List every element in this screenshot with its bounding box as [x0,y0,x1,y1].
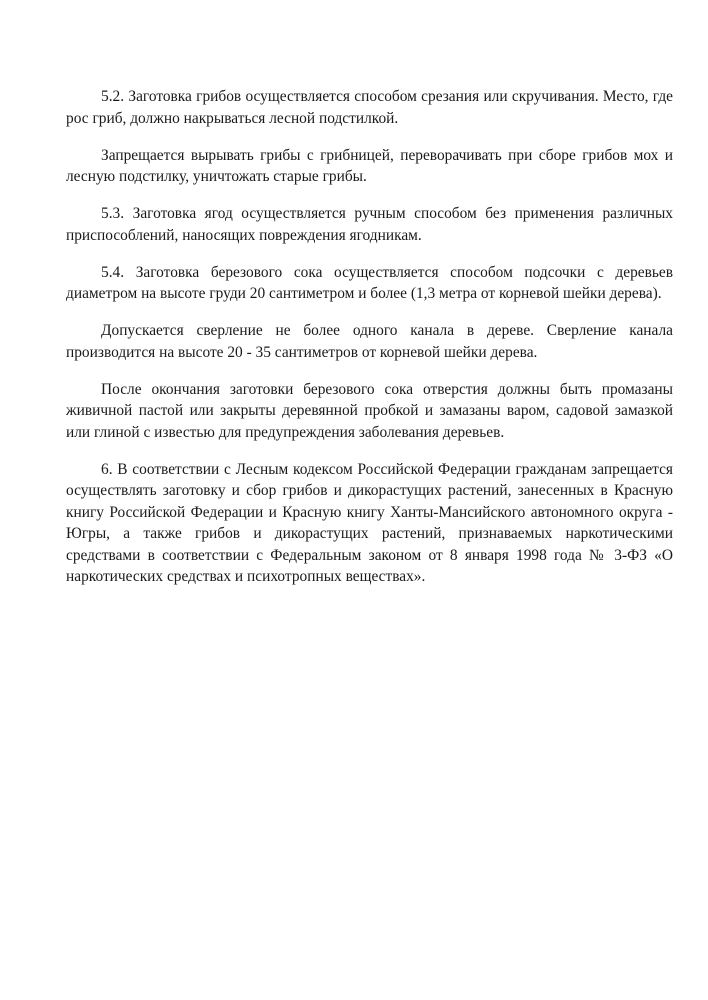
paragraph-mushroom-prohibitions: Запрещается вырывать грибы с грибницей, переворачивать при сборе грибов мох и лесную подстилку, уничтожать старые грибы. [66,146,673,185]
paragraph-6-forest-code: 6. В соответствии с Лесным кодексом Российской Федерации гражданам запрещается осуществлять заготовку и сбор грибов и дикорастущих растений, занесенных в Красную книгу Российской Федерации и Красную книгу Ханты-Мансийского автономного округа - Югры, а также грибов и дикорастущих растений, признаваемых наркотическими средствами в соответствии с Федеральным законом от 8 января 1998 года № 3-ФЗ «О наркотических средствах и психотропных веществах». [66,460,673,585]
document-body [66,86,673,603]
paragraph-drilling-rules: Допускается сверление не более одного канала в дереве. Сверление канала производится на высоте 20 - 35 сантиметров от корневой шейки дерева. [66,322,673,361]
paragraph-hole-sealing: После окончания заготовки березового сока отверстия должны быть промазаны живичной пастой или закрыты деревянной пробкой и замазаны варом, садовой замазкой или глиной с известью для предупреждения заболевания деревьев. [66,380,673,441]
paragraph-5-2-mushroom-harvesting: 5.2. Заготовка грибов осуществляется способом срезания или скручивания. Место, где рос гриб, должно накрываться лесной подстилкой. [66,88,673,127]
paragraph-5-4-birch-sap: 5.4. Заготовка березового сока осуществляется способом подсочки с деревьев диаметром на высоте груди 20 сантиметром и более (1,3 метра от корневой шейки дерева). [66,263,673,302]
paragraph-5-3-berry-harvesting: 5.3. Заготовка ягод осуществляется ручным способом без применения различных приспособлений, наносящих повреждения ягодникам. [66,205,673,244]
